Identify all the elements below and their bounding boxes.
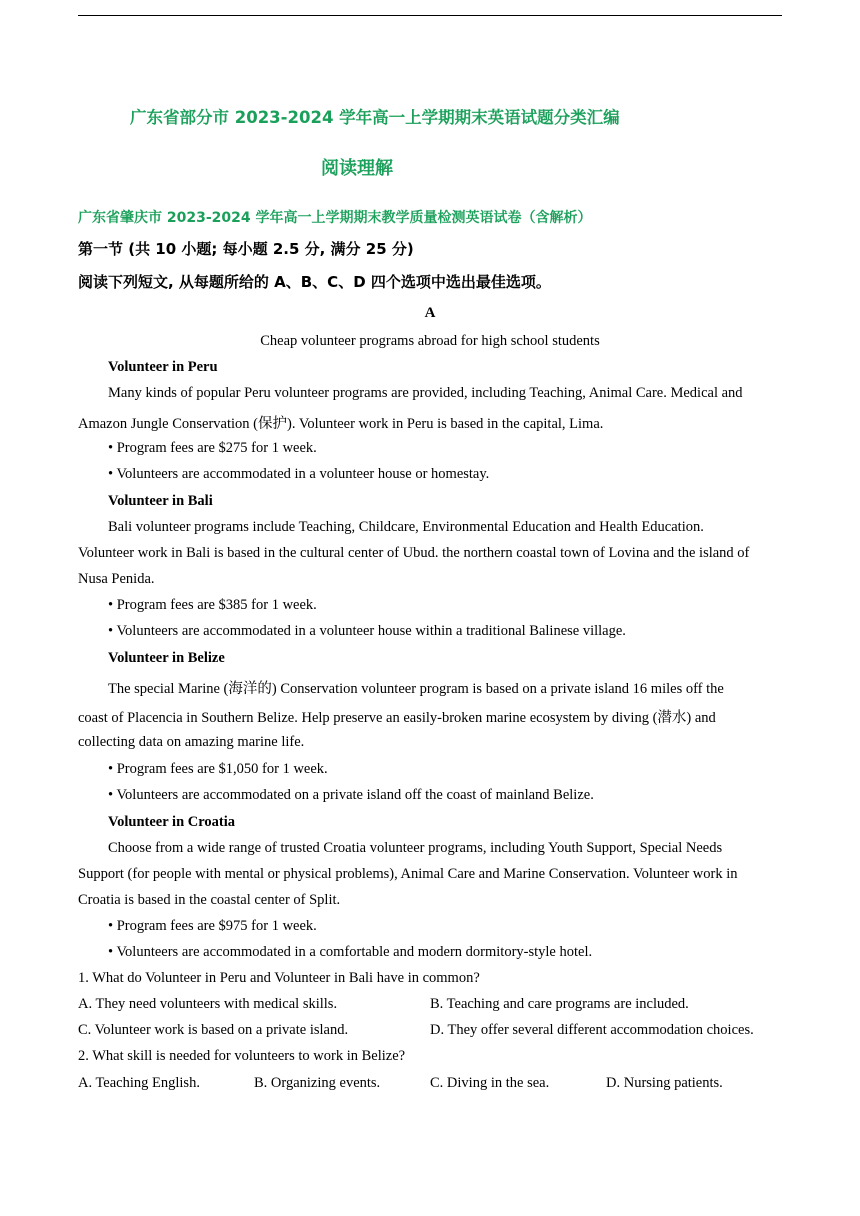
bullet-item: • Volunteers are accommodated on a private island off the coast of mainland Belize. [108,787,594,803]
paragraph-line: Volunteer work in Bali is based in the cultural center of Ubud. the northern coastal town of Lovina and the island of [78,545,750,561]
source-title: 广东省肇庆市 2023-2024 学年高一上学期期末教学质量检测英语试卷（含解析） [78,210,592,226]
paragraph-line: Many kinds of popular Peru volunteer programs are provided, including Teaching, Animal Care. Medical and [108,385,743,401]
paragraph-line: Nusa Penida. [78,571,155,587]
option-c[interactable]: C. Volunteer work is based on a private island. [78,1022,349,1038]
instructions: 阅读下列短文, 从每题所给的 A、B、C、D 四个选项中选出最佳选项。 [78,273,551,291]
option-d[interactable]: D. They offer several different accommodation choices. [430,1022,754,1038]
section-heading-croatia: Volunteer in Croatia [108,814,236,830]
paragraph-line: Croatia is based in the coastal center of Split. [78,892,341,908]
paragraph-line: collecting data on amazing marine life. [78,734,305,750]
paragraph-line: Amazon Jungle Conservation (保护). Volunteer work in Peru is based in the capital, Lima. [78,416,604,432]
option-a[interactable]: A. They need volunteers with medical skills. [78,996,338,1012]
header-rule [78,15,782,16]
passage-letter: A [424,305,436,321]
paragraph-line: Bali volunteer programs include Teaching, Childcare, Environmental Education and Health Education. [108,519,704,535]
bullet-item: • Program fees are $1,050 for 1 week. [108,761,328,777]
section-heading-belize: Volunteer in Belize [108,650,225,666]
option-a[interactable]: A. Teaching English. [78,1075,200,1091]
bullet-item: • Program fees are $975 for 1 week. [108,918,317,934]
bullet-item: • Volunteers are accommodated in a comfortable and modern dormitory-style hotel. [108,944,593,960]
bullet-item: • Program fees are $385 for 1 week. [108,597,317,613]
passage-title: Cheap volunteer programs abroad for high school students [260,333,600,349]
bullet-item: • Volunteers are accommodated in a volunteer house or homestay. [108,466,490,482]
question-stem: 2. What skill is needed for volunteers to work in Belize? [78,1048,406,1064]
section-heading-bali: Volunteer in Bali [108,493,213,509]
option-b[interactable]: B. Teaching and care programs are included. [430,996,689,1012]
section-title: 阅读理解 [321,158,393,179]
paragraph-line: Choose from a wide range of trusted Croatia volunteer programs, including Youth Support, Special Needs [108,840,723,856]
section-heading-peru: Volunteer in Peru [108,359,218,375]
option-b[interactable]: B. Organizing events. [254,1075,381,1091]
question-stem: 1. What do Volunteer in Peru and Volunteer in Bali have in common? [78,970,480,986]
part-heading: 第一节 (共 10 小题; 每小题 2.5 分, 满分 25 分) [78,240,414,258]
bullet-item: • Program fees are $275 for 1 week. [108,440,317,456]
option-c[interactable]: C. Diving in the sea. [430,1075,550,1091]
bullet-item: • Volunteers are accommodated in a volunteer house within a traditional Balinese village. [108,623,626,639]
paragraph-line: Support (for people with mental or physical problems), Animal Care and Marine Conservation. Volunteer work in [78,866,738,882]
document-title: 广东省部分市 2023-2024 学年高一上学期期末英语试题分类汇编 [130,108,620,127]
paragraph-line: coast of Placencia in Southern Belize. Help preserve an easily-broken marine ecosystem by diving (潜水) and [78,710,716,726]
option-d[interactable]: D. Nursing patients. [606,1075,723,1091]
paragraph-line: The special Marine (海洋的) Conservation volunteer program is based on a private island 16 miles off the [108,681,724,697]
